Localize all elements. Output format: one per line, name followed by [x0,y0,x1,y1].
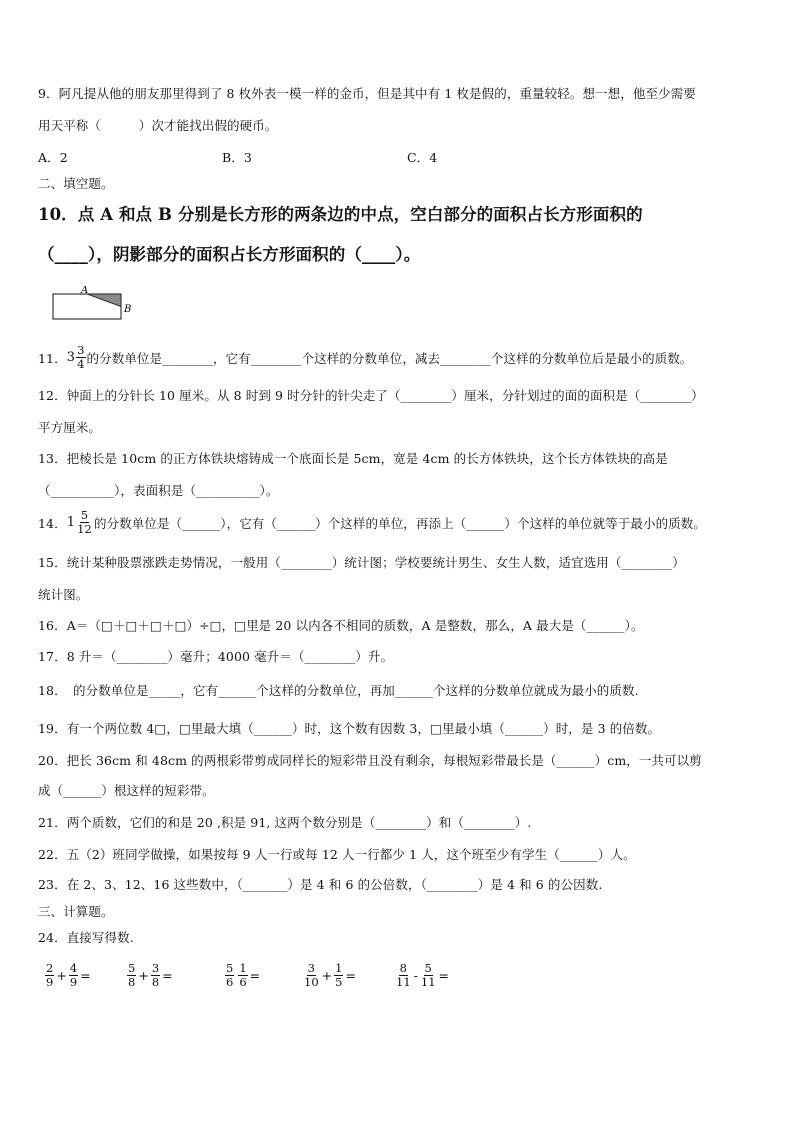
operator: + [321,968,333,983]
numerator: 2 [46,961,54,975]
q16: 16．A＝（□＋□＋□＋□）÷□，□里是 20 以内各不相同的质数，A 是整数，那么，A 最大是（______）。 [38,618,644,633]
numerator: 5 [128,961,136,975]
fraction-left [45,962,54,989]
q20-line2: 成（______）根这样的短彩带。 [38,783,215,798]
equals-sign: = [345,968,356,983]
q14-whole: 1 [66,515,76,530]
q24-expression [44,962,92,989]
numerator: 1 [335,961,343,975]
label-point-a: A [81,286,89,296]
q14 [38,509,706,536]
q23: 23．在 2、3、12、16 这些数中，（_______）是 4 和 6 的公倍数，（________）是 4 和 6 的公因数. [38,877,603,892]
numerator: 3 [151,961,160,975]
q24-expression [394,962,450,989]
q14-fraction [76,509,93,536]
fraction-left [127,962,136,989]
numerator: 1 [239,961,247,975]
q24-expression [126,962,174,989]
q18: 18． 的分数单位是_____，它有______个这样的分数单位，再加______个这样的分数单位就成为最小的质数. [38,683,639,698]
q9-line1: 9．阿凡提从他的朋友那里得到了 8 枚外表一模一样的金币，但是其中有 1 枚是假的，重量较轻。想一想，他至少需要 [38,86,696,101]
fraction-left [225,962,234,989]
equals-sign: = [438,968,449,983]
denominator: 9 [69,975,78,989]
denominator: 8 [151,975,160,989]
q20-line1: 20．把长 36cm 和 48cm 的两根彩带剪成同样长的短彩带且没有剩余，每根短彩带最长是（______）cm，一共可以剪 [38,753,702,768]
q14-number: 14． [38,515,67,531]
numerator: 8 [399,961,407,975]
q24-expression [302,962,357,989]
q19: 19．有一个两位数 4□，□里最大填（______）时，这个数有因数 3，□里最小填（______）时，是 3 的倍数。 [38,721,661,736]
operator: + [138,968,149,983]
q13-line2: （__________），表面积是（__________）。 [38,483,279,498]
q9-option-c: C．4 [407,150,438,165]
q12-line1: 12．钟面上的分针长 10 厘米。从 8 时到 9 时分针的针尖走了（________）厘米，分针划过的面的面积是（________） [38,388,704,403]
fraction-right [420,962,437,989]
numerator: 5 [226,961,234,975]
q15-line1: 15．统计某种股票涨跌走势情况，一般用（________）统计图；学校要统计男生、女生人数，适宜选用（________） [38,555,685,570]
numerator: 5 [424,961,432,975]
q14-text: 的分数单位是（______），它有（______）个这样的单位，再添上（______）个这样的单位就等于最小的质数。 [93,515,706,531]
label-point-b: B [124,304,132,315]
denominator: 10 [304,975,319,989]
q24-expression [224,962,261,989]
q10-line1: 10．点 A 和点 B 分别是长方形的两条边的中点，空白部分的面积占长方形面积的 [38,205,643,224]
fraction-left [395,962,412,989]
section-calculation-title: 三、计算题。 [38,904,114,919]
operator: + [56,968,67,983]
fraction-right [151,962,160,989]
section-fill-blank-title: 二、填空题。 [38,176,114,191]
q24-title: 24．直接写得数. [38,930,134,945]
equals-sign: = [249,968,261,983]
numerator: 4 [69,961,78,975]
q21: 21．两个质数，它们的和是 20 ,积是 91, 这两个数分别是（________）和（________）. [38,815,532,830]
q14-numerator: 5 [80,508,89,522]
q11-fraction [76,344,85,371]
q13-line1: 13．把棱长是 10cm 的正方体铁块熔铸成一个底面长是 5cm，宽是 4cm 的长方体铁块，这个长方体铁块的高是 [38,451,668,466]
denominator: 11 [396,975,411,989]
q11-numerator: 3 [77,343,85,357]
equals-sign: = [80,968,91,983]
q11-number: 11． [38,350,67,366]
q11 [38,344,693,371]
q14-denominator: 12 [77,522,92,536]
q11-whole: 3 [66,350,76,365]
operator: - [413,968,418,983]
denominator: 8 [128,975,136,989]
fraction-right [334,962,343,989]
denominator: 9 [46,975,54,989]
rectangle-figure [52,286,134,322]
q15-line2: 统计图。 [38,587,89,602]
q11-text: 的分数单位是________，它有________个这样的分数单位，减去________个这样的分数单位后是最小的质数。 [86,350,693,366]
q9-line2: 用天平称（ ）次才能找出假的硬币。 [38,118,278,133]
numerator: 3 [307,961,315,975]
equals-sign: = [162,968,173,983]
q9-option-a: A．2 [38,150,68,165]
q10-line2: （____），阴影部分的面积占长方形面积的（____）。 [38,245,421,264]
denominator: 6 [239,975,247,989]
q22: 22．五（2）班同学做操，如果按每 9 人一行或每 12 人一行都少 1 人，这个班至少有学生（______）人。 [38,847,636,862]
fraction-left [303,962,320,989]
denominator: 11 [420,975,436,989]
fraction-right [238,962,247,989]
fraction-right [69,962,78,989]
q9-option-b: B．3 [222,150,252,165]
q12-line2: 平方厘米。 [38,420,102,435]
q11-denominator: 4 [77,357,85,371]
denominator: 5 [335,975,343,989]
q17: 17．8 升＝（________）毫升；4000 毫升＝（________）升。 [38,649,394,664]
denominator: 6 [226,975,234,989]
